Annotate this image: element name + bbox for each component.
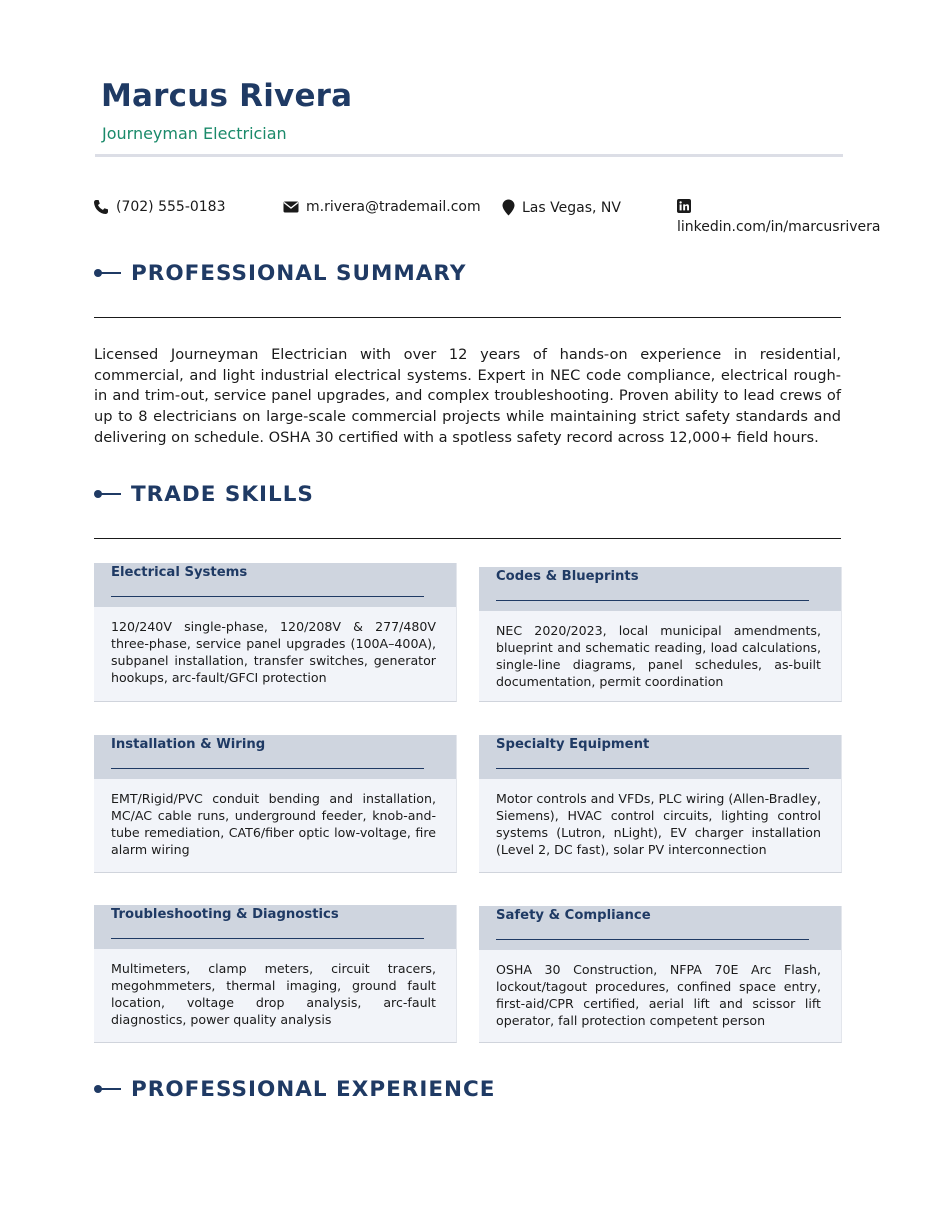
section-title-experience: PROFESSIONAL EXPERIENCE: [131, 1076, 496, 1102]
summary-paragraph: Licensed Journeyman Electrician with over 12 years of hands-on experience in residential, commercial, and light industrial electrical systems. Expert in NEC code compliance, electrical rough-in and trim-out, service panel upgrades, and complex troubleshooting. Proven ability to lead crews of up to 8 electricians on large-scale commercial projects while maintaining strict safety standards and delivering on schedule. OSHA 30 certified with a spotless safety record across 12,000+ field hours.: [94, 346, 841, 446]
section-divider: [94, 538, 841, 539]
skill-card-title: Troubleshooting & Diagnostics: [111, 907, 339, 922]
map-pin-icon: [502, 199, 515, 216]
skill-card-title: Specialty Equipment: [496, 737, 650, 752]
skill-card-header: [479, 735, 841, 779]
section-bullet-icon: [93, 488, 121, 500]
skill-card-header: [479, 567, 841, 611]
skill-card-header: [94, 735, 456, 779]
skill-card-header: [479, 906, 841, 950]
contact-location: [502, 199, 621, 216]
skill-card-electrical-systems: [94, 563, 457, 702]
candidate-name: Marcus Rivera: [101, 78, 353, 114]
contact-linkedin: [677, 199, 880, 235]
skill-card-text: Motor controls and VFDs, PLC wiring (Allen-Bradley, Siemens), HVAC control circuits, lighting control systems (Lutron, nLight), EV charger installation (Level 2, DC fast), solar PV interconnection: [496, 791, 821, 857]
skill-card-rule: [111, 768, 424, 769]
skill-card-text: EMT/Rigid/PVC conduit bending and installation, MC/AC cable runs, underground feeder, knob-and-tube remediation, CAT6/fiber optic low-voltage, fire alarm wiring: [111, 791, 436, 857]
skill-card-title: Installation & Wiring: [111, 737, 266, 752]
section-bullet-icon: [93, 267, 121, 279]
skill-card-title: Safety & Compliance: [496, 908, 651, 923]
skill-card-rule: [111, 596, 424, 597]
section-divider: [94, 317, 841, 318]
skill-card-text: NEC 2020/2023, local municipal amendments, blueprint and schematic reading, load calculations, single-line diagrams, panel schedules, as-built documentation, permit coordination: [496, 623, 821, 689]
linkedin-icon: [677, 199, 691, 213]
envelope-icon: [283, 200, 299, 214]
skill-card-rule: [496, 768, 809, 769]
email-address: m.rivera@trademail.com: [306, 199, 481, 215]
skill-card-rule: [496, 600, 809, 601]
linkedin-url[interactable]: linkedin.com/in/marcusrivera: [677, 219, 881, 235]
section-title-summary: PROFESSIONAL SUMMARY: [131, 260, 467, 286]
phone-number: (702) 555-0183: [116, 199, 226, 215]
skill-card-codes-blueprints: [479, 567, 842, 702]
contact-email: [283, 199, 481, 215]
skill-card-safety-compliance: [479, 906, 842, 1043]
job-title: Journeyman Electrician: [102, 124, 287, 143]
phone-icon: [93, 199, 109, 215]
skill-card-installation-wiring: [94, 735, 457, 873]
location-text: Las Vegas, NV: [522, 199, 621, 216]
skill-card-specialty-equipment: [479, 735, 842, 873]
section-header-skills: [93, 479, 314, 509]
section-title-skills: TRADE SKILLS: [131, 481, 314, 507]
section-header-experience: [93, 1074, 495, 1104]
skill-card-header: [94, 905, 456, 949]
skill-card-text: Multimeters, clamp meters, circuit tracers, megohmmeters, thermal imaging, ground fault location, voltage drop analysis, arc-fault diagnostics, power quality analysis: [111, 961, 436, 1027]
skill-card-text: OSHA 30 Construction, NFPA 70E Arc Flash, lockout/tagout procedures, confined space entry, first-aid/CPR certified, aerial lift and scissor lift operator, fall protection competent person: [496, 962, 821, 1028]
contact-phone: [93, 199, 226, 215]
section-bullet-icon: [93, 1083, 121, 1095]
skill-card-troubleshooting: [94, 905, 457, 1043]
skill-card-header: [94, 563, 456, 607]
skill-card-title: Electrical Systems: [111, 565, 248, 580]
skill-card-rule: [496, 939, 809, 940]
section-header-summary: [93, 258, 466, 288]
skill-card-text: 120/240V single-phase, 120/208V & 277/480V three-phase, service panel upgrades (100A–400A), subpanel installation, transfer switches, generator hookups, arc-fault/GFCI protection: [111, 619, 436, 685]
skill-card-title: Codes & Blueprints: [496, 569, 639, 584]
skill-card-rule: [111, 938, 424, 939]
header-divider: [95, 154, 843, 157]
